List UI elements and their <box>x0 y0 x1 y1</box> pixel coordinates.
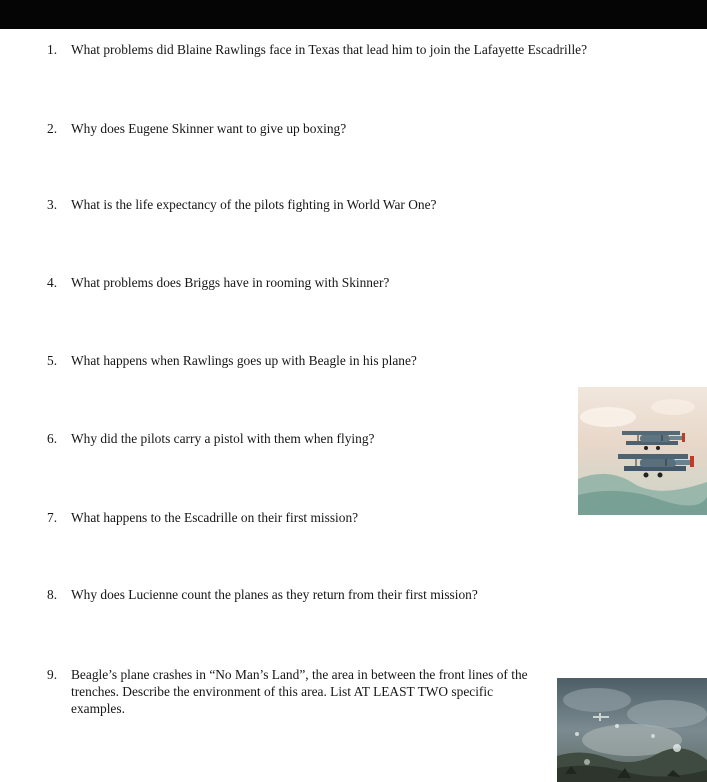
question-number: 2. <box>47 121 58 136</box>
question-number: 1. <box>47 42 58 57</box>
question-2 <box>47 120 346 137</box>
question-text: What happens when Rawlings goes up with Beagle in his plane? <box>71 353 417 368</box>
question-8 <box>47 586 478 603</box>
question-text: What problems does Briggs have in rooming with Skinner? <box>71 275 390 290</box>
question-number: 4. <box>47 275 58 290</box>
question-number: 9. <box>47 667 58 682</box>
battlefield-illustration <box>557 678 707 782</box>
question-7 <box>47 509 358 526</box>
question-4 <box>47 274 389 291</box>
question-text: Beagle’s plane crashes in “No Man’s Land”, the area in between the front lines of the trenches. Describe the environment of this area. List AT LEAST TWO specific examples. <box>71 667 528 716</box>
question-3 <box>47 196 437 213</box>
question-1 <box>47 41 587 58</box>
question-text: What is the life expectancy of the pilots fighting in World War One? <box>71 197 437 212</box>
question-text: Why does Eugene Skinner want to give up boxing? <box>71 121 347 136</box>
question-6 <box>47 430 374 447</box>
question-number: 5. <box>47 353 58 368</box>
question-number: 7. <box>47 510 58 525</box>
question-number: 6. <box>47 431 58 446</box>
biplanes-image <box>578 387 707 515</box>
top-black-bar <box>0 0 707 29</box>
question-text: What problems did Blaine Rawlings face in Texas that lead him to join the Lafayette Escadrille? <box>71 42 588 57</box>
question-number: 8. <box>47 587 58 602</box>
battlefield-image <box>557 678 707 782</box>
question-text: What happens to the Escadrille on their first mission? <box>71 510 359 525</box>
question-5 <box>47 352 417 369</box>
biplanes-illustration <box>578 387 707 515</box>
question-text: Why does Lucienne count the planes as they return from their first mission? <box>71 587 478 602</box>
question-text: Why did the pilots carry a pistol with them when flying? <box>71 431 375 446</box>
question-number: 3. <box>47 197 58 212</box>
question-9 <box>47 666 541 717</box>
